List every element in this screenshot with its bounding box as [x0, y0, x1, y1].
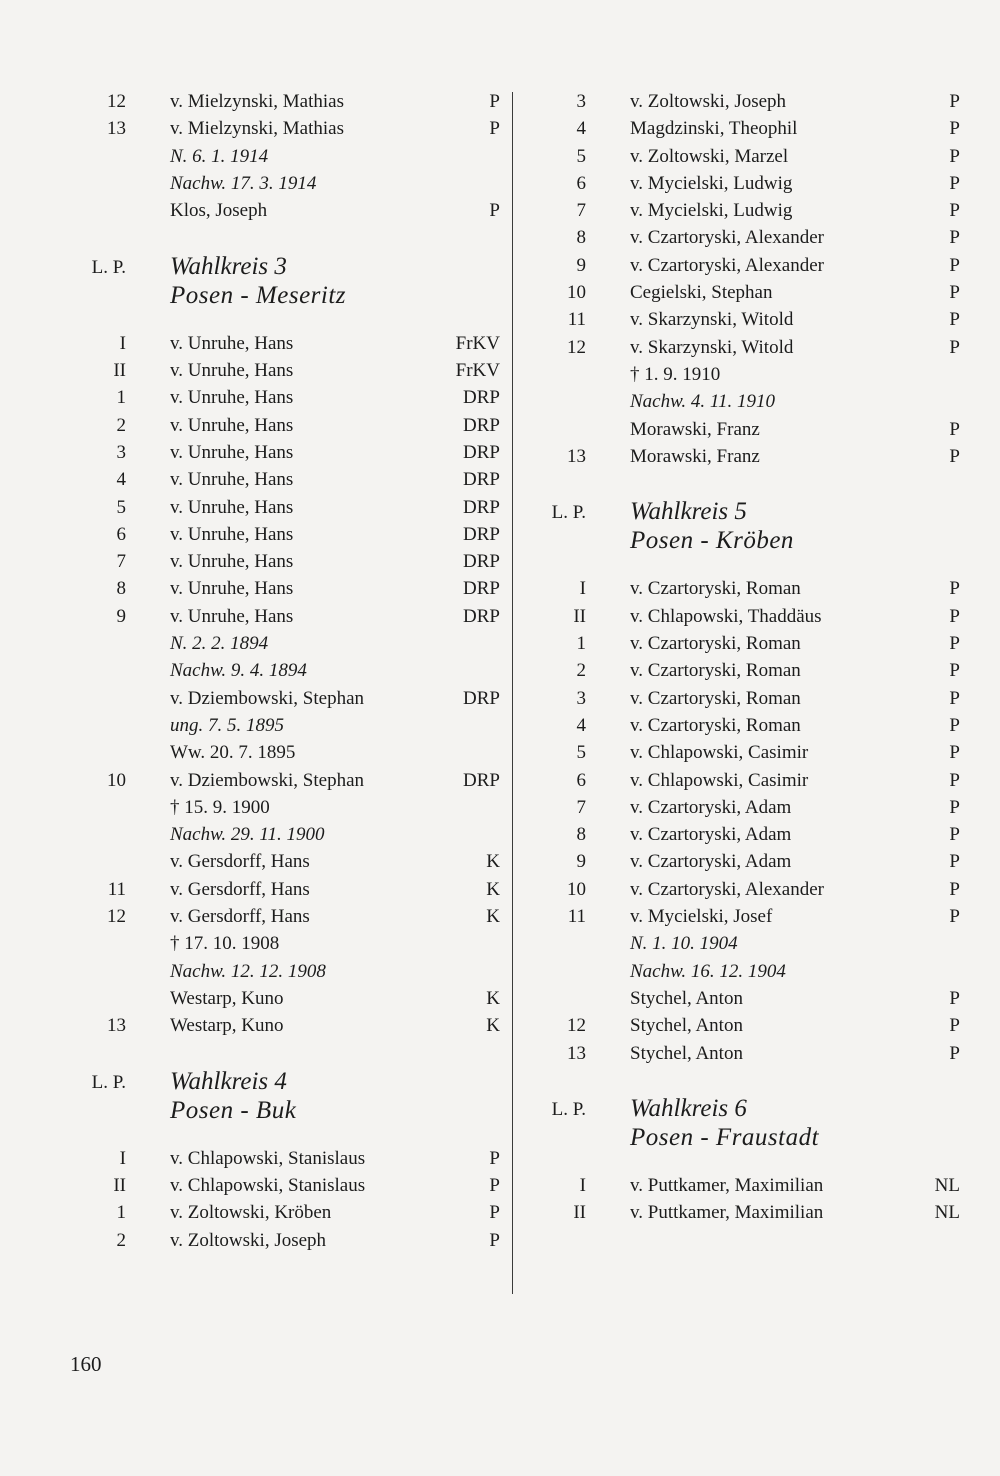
- entry-party: P: [949, 309, 960, 331]
- entry-party: P: [949, 824, 960, 846]
- entry-row: [70, 930, 500, 957]
- entry-row: [530, 224, 960, 251]
- entry-row: [530, 985, 960, 1012]
- entry-name: Stychel, Anton: [630, 987, 743, 1009]
- entry-name: Nachw. 17. 3. 1914: [170, 172, 317, 194]
- left-column: [70, 88, 500, 1254]
- entry-row: [530, 685, 960, 712]
- entry-row: [70, 1227, 500, 1254]
- entry-name: v. Unruhe, Hans: [170, 605, 294, 627]
- entry-name: Westarp, Kuno: [170, 987, 284, 1009]
- section-subtitle: Posen - Buk: [170, 1096, 297, 1124]
- column-divider: [512, 92, 513, 1294]
- entry-row: [530, 143, 960, 170]
- entry-number: 6: [576, 769, 586, 791]
- entry-party: P: [949, 578, 960, 600]
- entry-row: [70, 739, 500, 766]
- entry-number: 1: [116, 387, 126, 409]
- entry-row: [70, 143, 500, 170]
- entry-party: P: [949, 200, 960, 222]
- entry-party: DRP: [463, 469, 500, 491]
- entry-name: v. Zoltowski, Marzel: [630, 145, 789, 167]
- entry-name: v. Gersdorff, Hans: [170, 906, 310, 928]
- entry-party: P: [949, 145, 960, 167]
- left-block-b: [70, 330, 500, 1040]
- entry-name: N. 2. 2. 1894: [170, 633, 269, 655]
- entry-number: 13: [567, 1042, 586, 1064]
- entry-name: v. Gersdorff, Hans: [170, 851, 310, 873]
- entry-number: 11: [107, 878, 126, 900]
- entry-name: v. Unruhe, Hans: [170, 332, 294, 354]
- entry-party: P: [489, 200, 500, 222]
- entry-number: 3: [116, 441, 126, 463]
- entry-number: 2: [116, 414, 126, 436]
- entry-party: DRP: [463, 414, 500, 436]
- entry-row: [530, 657, 960, 684]
- entry-row: [530, 794, 960, 821]
- entry-row: [70, 603, 500, 630]
- entry-row: [70, 466, 500, 493]
- entry-name: Westarp, Kuno: [170, 1015, 284, 1037]
- entry-party: P: [489, 1175, 500, 1197]
- entry-number: 2: [116, 1229, 126, 1251]
- entry-party: P: [949, 282, 960, 304]
- entry-name: N. 6. 1. 1914: [170, 145, 269, 167]
- entry-row: [530, 930, 960, 957]
- entry-row: [530, 197, 960, 224]
- entry-name: v. Chlapowski, Stanislaus: [170, 1147, 366, 1169]
- entry-number: 6: [576, 172, 586, 194]
- entry-number: 7: [576, 200, 586, 222]
- entry-row: [70, 712, 500, 739]
- entry-party: K: [486, 1015, 500, 1037]
- entry-row: [70, 958, 500, 985]
- entry-name: v. Mielzynski, Mathias: [170, 118, 344, 140]
- entry-name: v. Unruhe, Hans: [170, 360, 294, 382]
- entry-row: [530, 252, 960, 279]
- entry-row: [530, 712, 960, 739]
- entry-number: II: [573, 605, 586, 627]
- entry-number: 12: [567, 336, 586, 358]
- entry-row: [530, 1012, 960, 1039]
- section-heading-wahlkreis-6: [530, 1094, 960, 1160]
- entry-number: II: [113, 360, 126, 382]
- entry-name: v. Unruhe, Hans: [170, 578, 294, 600]
- entry-party: P: [949, 418, 960, 440]
- entry-party: P: [489, 1202, 500, 1224]
- entry-number: 13: [107, 1015, 126, 1037]
- entry-row: [530, 903, 960, 930]
- entry-party: P: [949, 906, 960, 928]
- entry-name: v. Puttkamer, Maximilian: [630, 1202, 824, 1224]
- entry-row: [70, 821, 500, 848]
- entry-party: DRP: [463, 605, 500, 627]
- section-title: Wahlkreis 6: [630, 1095, 747, 1123]
- entry-name: v. Czartoryski, Roman: [630, 578, 801, 600]
- section-heading-wahlkreis-4: [70, 1067, 500, 1133]
- entry-name: v. Mycielski, Josef: [630, 906, 773, 928]
- entry-name: v. Dziembowski, Stephan: [170, 687, 365, 709]
- entry-row: [70, 657, 500, 684]
- section-subtitle: Posen - Kröben: [630, 527, 794, 555]
- entry-name: † 15. 9. 1900: [170, 796, 270, 818]
- entry-number: 10: [567, 282, 586, 304]
- entry-row: [530, 115, 960, 142]
- entry-party: P: [949, 605, 960, 627]
- entry-party: P: [489, 91, 500, 112]
- section-title: Wahlkreis 4: [170, 1067, 287, 1095]
- entry-name: Stychel, Anton: [630, 1042, 743, 1064]
- entry-number: 8: [576, 227, 586, 249]
- entry-name: v. Unruhe, Hans: [170, 551, 294, 573]
- entry-number: 5: [576, 145, 586, 167]
- entry-number: 11: [567, 309, 586, 331]
- entry-name: v. Unruhe, Hans: [170, 441, 294, 463]
- entry-party: P: [949, 878, 960, 900]
- right-column: [530, 88, 960, 1227]
- entry-name: v. Mycielski, Ludwig: [630, 200, 793, 222]
- entry-party: P: [949, 1015, 960, 1037]
- entry-party: P: [949, 714, 960, 736]
- entry-name: v. Unruhe, Hans: [170, 496, 294, 518]
- entry-name: v. Mycielski, Ludwig: [630, 172, 793, 194]
- entry-row: [70, 548, 500, 575]
- entry-number: 11: [567, 906, 586, 928]
- entry-name: Ww. 20. 7. 1895: [170, 742, 296, 764]
- entry-row: [70, 794, 500, 821]
- entry-number: 5: [116, 496, 126, 518]
- entry-name: Cegielski, Stephan: [630, 282, 773, 304]
- entry-name: v. Mielzynski, Mathias: [170, 91, 344, 112]
- entry-party: NL: [934, 1202, 960, 1224]
- entry-number: 13: [567, 445, 586, 467]
- entry-row: [70, 330, 500, 357]
- entry-party: P: [949, 742, 960, 764]
- entry-name: † 17. 10. 1908: [170, 933, 280, 955]
- entry-number: 10: [107, 769, 126, 791]
- entry-party: DRP: [463, 687, 500, 709]
- entry-row: [70, 1199, 500, 1226]
- entry-row: [70, 1012, 500, 1039]
- entry-number: II: [573, 1202, 586, 1224]
- entry-party: P: [489, 118, 500, 140]
- entry-number: 8: [116, 578, 126, 600]
- entry-row: [70, 903, 500, 930]
- entry-name: v. Czartoryski, Alexander: [630, 254, 824, 276]
- entry-number: 4: [576, 118, 586, 140]
- entry-party: FrKV: [455, 332, 500, 354]
- entry-name: v. Chlapowski, Stanislaus: [170, 1175, 366, 1197]
- entry-name: Nachw. 12. 12. 1908: [170, 960, 326, 982]
- entry-number: 1: [116, 1202, 126, 1224]
- entry-row: [70, 357, 500, 384]
- entry-number: 5: [576, 742, 586, 764]
- entry-row: [530, 575, 960, 602]
- entry-number: 13: [107, 118, 126, 140]
- entry-name: N. 1. 10. 1904: [630, 933, 738, 955]
- entry-party: DRP: [463, 441, 500, 463]
- entry-party: P: [949, 336, 960, 358]
- entry-name: v. Unruhe, Hans: [170, 523, 294, 545]
- entry-name: v. Chlapowski, Casimir: [630, 742, 809, 764]
- entry-number: I: [119, 332, 126, 354]
- entry-row: [530, 630, 960, 657]
- entry-row: [530, 1040, 960, 1067]
- entry-name: ung. 7. 5. 1895: [170, 714, 284, 736]
- entry-number: I: [119, 1147, 126, 1169]
- entry-name: † 1. 9. 1910: [630, 363, 721, 385]
- entry-number: 10: [567, 878, 586, 900]
- entry-name: v. Gersdorff, Hans: [170, 878, 310, 900]
- entry-row: [530, 443, 960, 470]
- right-block-a: [530, 88, 960, 470]
- entry-number: 7: [116, 551, 126, 573]
- section-title: Wahlkreis 3: [170, 252, 287, 280]
- page-number: 160: [70, 1352, 102, 1376]
- entry-party: P: [949, 687, 960, 709]
- entry-number: 3: [576, 91, 586, 112]
- entry-name: v. Zoltowski, Joseph: [630, 91, 787, 112]
- entry-name: v. Zoltowski, Joseph: [170, 1229, 327, 1251]
- entry-name: v. Czartoryski, Adam: [630, 824, 792, 846]
- entry-name: v. Puttkamer, Maximilian: [630, 1175, 824, 1197]
- entry-number: 9: [576, 851, 586, 873]
- entry-row: [530, 1199, 960, 1226]
- entry-number: II: [113, 1175, 126, 1197]
- entry-name: Nachw. 9. 4. 1894: [170, 660, 307, 682]
- entry-row: [70, 876, 500, 903]
- entry-name: v. Unruhe, Hans: [170, 414, 294, 436]
- entry-row: [530, 416, 960, 443]
- entry-name: v. Czartoryski, Adam: [630, 851, 792, 873]
- entry-row: [70, 1172, 500, 1199]
- lp-label: L. P.: [551, 1099, 586, 1121]
- entry-name: Nachw. 29. 11. 1900: [170, 824, 325, 846]
- entry-name: v. Skarzynski, Witold: [630, 336, 794, 358]
- entry-name: Magdzinski, Theophil: [630, 118, 798, 140]
- entry-row: [530, 848, 960, 875]
- entry-party: K: [486, 987, 500, 1009]
- entry-party: FrKV: [455, 360, 500, 382]
- entry-name: v. Czartoryski, Roman: [630, 687, 801, 709]
- entry-party: P: [489, 1147, 500, 1169]
- entry-row: [530, 739, 960, 766]
- lp-label: L. P.: [91, 256, 126, 278]
- left-block-a: [70, 88, 500, 224]
- entry-row: [70, 521, 500, 548]
- entry-party: K: [486, 851, 500, 873]
- entry-row: [530, 958, 960, 985]
- entry-number: 12: [107, 906, 126, 928]
- entry-name: v. Czartoryski, Adam: [630, 796, 792, 818]
- entry-party: P: [949, 118, 960, 140]
- entry-row: [70, 985, 500, 1012]
- entry-row: [530, 88, 960, 115]
- entry-number: 6: [116, 523, 126, 545]
- right-block-c: [530, 1172, 960, 1227]
- entry-number: 12: [107, 91, 126, 112]
- entry-party: P: [949, 660, 960, 682]
- entry-number: 3: [576, 687, 586, 709]
- entry-number: 9: [576, 254, 586, 276]
- entry-row: [530, 388, 960, 415]
- entry-party: P: [949, 987, 960, 1009]
- entry-name: v. Dziembowski, Stephan: [170, 769, 365, 791]
- entry-number: 1: [576, 633, 586, 655]
- entry-party: NL: [934, 1175, 960, 1197]
- section-heading-wahlkreis-5: [530, 497, 960, 563]
- entry-row: [70, 575, 500, 602]
- entry-row: [530, 334, 960, 361]
- entry-name: v. Zoltowski, Kröben: [170, 1202, 332, 1224]
- lp-label: L. P.: [551, 502, 586, 524]
- entry-row: [530, 603, 960, 630]
- entry-number: 8: [576, 824, 586, 846]
- entry-party: DRP: [463, 769, 500, 791]
- section-heading-wahlkreis-3: [70, 252, 500, 318]
- entry-row: [530, 767, 960, 794]
- entry-party: P: [949, 254, 960, 276]
- entry-row: [530, 876, 960, 903]
- entry-name: v. Czartoryski, Roman: [630, 633, 801, 655]
- entry-row: [530, 361, 960, 388]
- entry-row: [530, 306, 960, 333]
- entry-party: P: [949, 172, 960, 194]
- entry-party: P: [949, 633, 960, 655]
- entry-name: v. Czartoryski, Alexander: [630, 227, 824, 249]
- entry-name: Klos, Joseph: [170, 200, 268, 222]
- entry-row: [530, 821, 960, 848]
- entry-name: Nachw. 4. 11. 1910: [630, 391, 775, 413]
- entry-number: 4: [116, 469, 126, 491]
- entry-name: Nachw. 16. 12. 1904: [630, 960, 786, 982]
- entry-number: I: [579, 1175, 586, 1197]
- entry-row: [70, 412, 500, 439]
- entry-row: [70, 170, 500, 197]
- entry-party: DRP: [463, 387, 500, 409]
- entry-name: v. Czartoryski, Alexander: [630, 878, 824, 900]
- entry-party: DRP: [463, 578, 500, 600]
- entry-party: P: [949, 769, 960, 791]
- entry-row: [70, 848, 500, 875]
- entry-row: [530, 170, 960, 197]
- entry-row: [530, 1172, 960, 1199]
- entry-party: P: [949, 851, 960, 873]
- entry-name: v. Chlapowski, Thaddäus: [630, 605, 822, 627]
- entry-row: [70, 88, 500, 115]
- entry-party: P: [949, 227, 960, 249]
- entry-name: v. Chlapowski, Casimir: [630, 769, 809, 791]
- entry-name: v. Skarzynski, Witold: [630, 309, 794, 331]
- entry-number: 4: [576, 714, 586, 736]
- entry-row: [70, 767, 500, 794]
- entry-party: DRP: [463, 496, 500, 518]
- section-title: Wahlkreis 5: [630, 498, 747, 526]
- lp-label: L. P.: [91, 1071, 126, 1093]
- entry-row: [70, 197, 500, 224]
- entry-name: v. Czartoryski, Roman: [630, 660, 801, 682]
- entry-name: v. Unruhe, Hans: [170, 387, 294, 409]
- entry-number: 12: [567, 1015, 586, 1037]
- entry-party: DRP: [463, 551, 500, 573]
- entry-party: P: [489, 1229, 500, 1251]
- entry-name: Morawski, Franz: [630, 445, 760, 467]
- entry-party: P: [949, 796, 960, 818]
- entry-name: v. Unruhe, Hans: [170, 469, 294, 491]
- entry-row: [70, 494, 500, 521]
- entry-party: P: [949, 91, 960, 112]
- entry-row: [70, 630, 500, 657]
- entry-party: K: [486, 906, 500, 928]
- entry-name: Morawski, Franz: [630, 418, 760, 440]
- left-block-c: [70, 1145, 500, 1254]
- section-subtitle: Posen - Meseritz: [170, 281, 347, 309]
- entry-row: [70, 439, 500, 466]
- right-block-b: [530, 575, 960, 1066]
- entry-party: P: [949, 1042, 960, 1064]
- entry-number: 7: [576, 796, 586, 818]
- entry-row: [70, 1145, 500, 1172]
- entry-party: DRP: [463, 523, 500, 545]
- entry-number: I: [579, 578, 586, 600]
- entry-party: K: [486, 878, 500, 900]
- entry-name: v. Czartoryski, Roman: [630, 714, 801, 736]
- entry-row: [70, 685, 500, 712]
- section-subtitle: Posen - Fraustadt: [630, 1124, 820, 1152]
- entry-number: 2: [576, 660, 586, 682]
- entry-party: P: [949, 445, 960, 467]
- entry-row: [70, 115, 500, 142]
- entry-row: [70, 384, 500, 411]
- entry-row: [530, 279, 960, 306]
- entry-name: Stychel, Anton: [630, 1015, 743, 1037]
- entry-number: 9: [116, 605, 126, 627]
